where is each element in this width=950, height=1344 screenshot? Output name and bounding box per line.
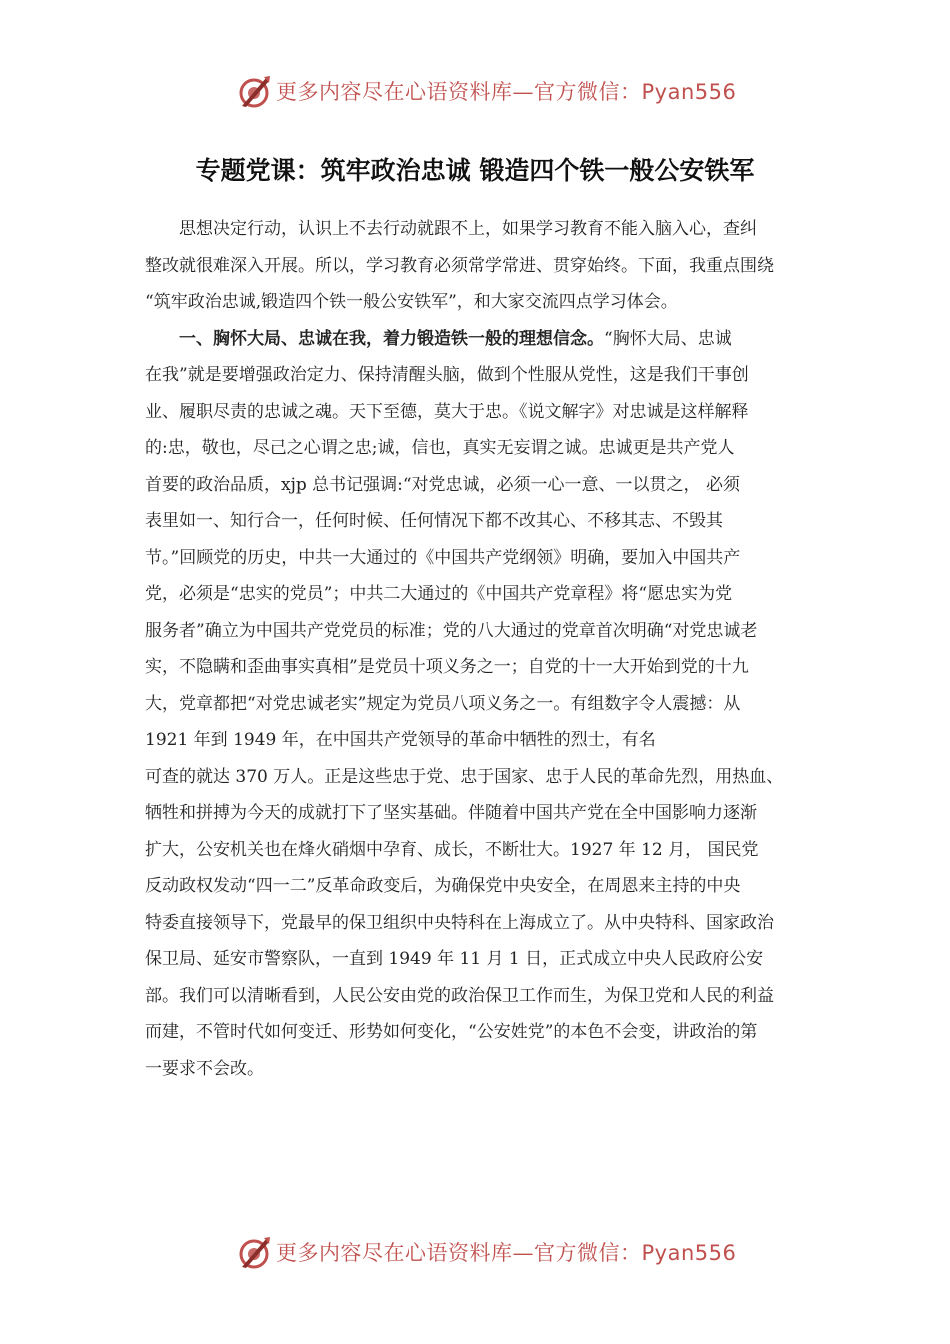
header-watermark	[0, 70, 950, 114]
body-line	[145, 546, 740, 570]
wechat-id: Pyan556	[641, 80, 737, 104]
watermark-text: 更多内容尽在心语资料库—官方微信：	[276, 1241, 642, 1265]
line-text: 大，党章都把“对党忠诚老实”规定为党员八项义务之一。有组数字令人震撼：从	[145, 693, 741, 714]
body-line	[145, 217, 757, 241]
body-line	[145, 290, 678, 314]
line-text: 实，不隐瞒和歪曲事实真相”是党员十项义务之一；自党的十一大开始到党的十九	[145, 657, 749, 677]
body-line	[145, 874, 740, 898]
body-line	[145, 984, 774, 1008]
body-line	[145, 911, 774, 935]
body-line	[145, 509, 723, 533]
wechat-id: Pyan556	[641, 1241, 737, 1265]
line-text: 扩大，公安机关也在烽火硝烟中孕育、成长，不断壮大。1927 年 12 月， 国民党	[145, 839, 759, 860]
body-line	[145, 363, 749, 387]
body-line	[145, 400, 749, 424]
footer-watermark	[0, 1231, 950, 1275]
body-line	[145, 1057, 264, 1081]
line-text: 保卫局、延安市警察队，一直到 1949 年 11 月 1 日，正式成立中央人民政府公安	[145, 949, 764, 969]
document-title: 专题党课：筑牢政治忠诚 锻造四个铁一般公安铁军	[195, 156, 755, 185]
line-text: 部。我们可以清晰看到，人民公安由党的政治保卫工作而生，为保卫党和人民的利益	[145, 985, 774, 1006]
line-text: 整改就很难深入开展。所以，学习教育必须常学常进、贯穿始终。下面，我重点围绕	[145, 255, 774, 276]
line-text: 表里如一、知行合一，任何时候、任何情况下都不改其心、不移其志、不毁其	[145, 511, 723, 531]
line-text: 牺牲和拼搏为今天的成就打下了坚实基础。伴随着中国共产党在全中国影响力逐渐	[145, 803, 757, 823]
body-line	[145, 582, 732, 606]
line-text: “筑牢政治忠诚,锻造四个铁一般公安铁军”，和大家交流四点学习体会。	[145, 292, 678, 312]
line-text: 在我”就是要增强政治定力、保持清醒头脑，做到个性服从党性，这是我们干事创	[145, 365, 749, 385]
body-line	[145, 254, 774, 278]
line-text: 的:忠，敬也，尽己之心谓之忠;诚，信也，真实无妄谓之诚。忠诚更是共产党人	[145, 438, 735, 458]
line-text: “胸怀大局、忠诚	[604, 328, 732, 349]
body-line	[145, 655, 749, 679]
line-text: 而建，不管时代如何变迁、形势如何变化，“公安姓党”的本色不会变，讲政治的第	[145, 1022, 758, 1042]
body-line	[145, 327, 732, 351]
body-line	[145, 838, 759, 862]
line-text: 思想决定行动，认识上不去行动就跟不上，如果学习教育不能入脑入心，查纠	[179, 219, 757, 239]
body-line	[145, 692, 740, 716]
quill-pen-logo-icon	[236, 74, 272, 110]
body-line	[145, 473, 740, 497]
line-text: 首要的政治品质，xjp 总书记强调:“对党忠诚，必须一心一意、一以贯之， 必须	[145, 474, 740, 495]
line-text: 一要求不会改。	[145, 1058, 264, 1079]
body-line	[145, 1020, 757, 1044]
body-line	[145, 801, 757, 825]
section-heading: 一、胸怀大局、忠诚在我，着力锻造铁一般的理想信念。	[179, 328, 604, 349]
quill-pen-logo-icon	[236, 1235, 272, 1271]
line-text: 1921 年到 1949 年，在中国共产党领导的革命中牺牲的烈士，有名	[145, 730, 656, 750]
line-text: 特委直接领导下，党最早的保卫组织中央特科在上海成立了。从中央特科、国家政治	[145, 912, 774, 933]
line-text: 节。”回顾党的历史，中共一大通过的《中国共产党纲领》明确，要加入中国共产	[145, 547, 741, 568]
watermark-text: 更多内容尽在心语资料库—官方微信：	[276, 80, 642, 104]
body-line	[145, 728, 656, 752]
line-text: 反动政权发动“四一二”反革命政变后，为确保党中央安全，在周恩来主持的中央	[145, 876, 741, 896]
line-text: 可查的就达 370 万人。正是这些忠于党、忠于国家、忠于人民的革命先烈，用热血、	[145, 766, 784, 787]
body-line	[145, 619, 757, 643]
line-text: 党，必须是“忠实的党员”；中共二大通过的《中国共产党章程》将“愿忠实为党	[145, 584, 733, 604]
line-text: 业、履职尽责的忠诚之魂。天下至德，莫大于忠。《说文解字》对忠诚是这样解释	[145, 401, 749, 422]
line-text: 服务者”确立为中国共产党党员的标准；党的八大通过的党章首次明确“对党忠诚老	[145, 620, 758, 641]
body-line	[145, 765, 783, 789]
body-line	[145, 947, 763, 971]
body-line	[145, 436, 734, 460]
